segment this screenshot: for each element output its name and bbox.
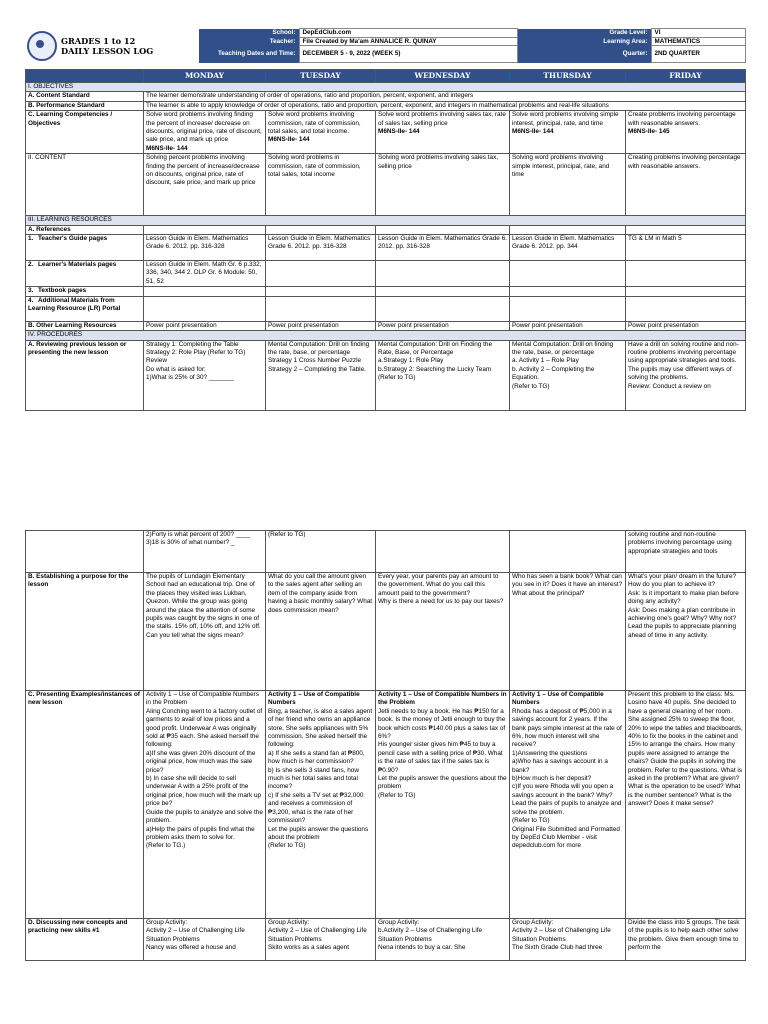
performance-standard-text: The learner is able to apply knowledge of order of operations, ratio and proportion, percent, exponent, and integers in mathematical problems and real-life situations <box>144 101 746 110</box>
additional-number: 4. <box>28 296 34 304</box>
competency-text: Solve word problems involving simple interest, principal, rate, and time <box>512 111 619 127</box>
lm-number: 2. <box>28 261 34 269</box>
presenting-label: C. Presenting Examples/instances of new lesson <box>26 691 144 919</box>
competencies-label: C. Learning Competencies / Objectives <box>26 111 144 154</box>
content-standard-label: A. Content Standard <box>26 92 144 101</box>
presenting-title: Activity 1 – Use of Compatible Numbers <box>268 691 360 707</box>
dates-value: DECEMBER 5 - 9, 2022 (WEEK 5) <box>299 46 517 63</box>
grade-label: Grade Level: <box>589 29 651 38</box>
competency-code: M6NS-IIe- 144 <box>512 128 554 136</box>
tg-cell: TG & LM in Math 5 <box>626 235 746 261</box>
competency-text: Create problems involving percentage with reasonable answers. <box>628 111 736 127</box>
dll-table-page2 <box>25 530 746 961</box>
presenting-cell <box>266 691 376 919</box>
purpose-cell: What's your plan/ dream in the future? How do you plan to achieve it? Ask: Is it important to make plan before doing any activity? Ask: Does making a plan contribute in achieving one's goal? Why? Why not? Lead the pupils to appreciate planning ahead of time in any activity. <box>626 573 746 691</box>
page-one <box>25 28 745 411</box>
quarter-value: 2ND QUARTER <box>651 46 745 63</box>
purpose-cell: What do you call the amount given to the sales agent after selling an item of the company aside from having a basic monthly salary? What does commission mean? <box>266 573 376 691</box>
presenting-text: Bing, a teacher, is also a sales agent of her friend who owns an appliance store. She sells appliances with 5% commission. She asked herself the following: a) If she sells a stand fan at ₱800, how much is her commission? b) Is she sells 3 stand fans, how much is her total sales and total income? c) If she sells a TV set at ₱32,000 and receives a commission of ₱3,200, what is the rate of her commission? Let the pupils answer the questions about the problem (Refer to TG) <box>268 707 373 850</box>
dates-label: Teaching Dates and Time: <box>199 46 299 63</box>
other-resources-cell: Power point presentation <box>266 321 376 330</box>
presenting-cell <box>376 691 510 919</box>
content-cell: Creating problems involving percentage with reasonable answers. <box>626 154 746 216</box>
review-cont-cell: (Refer to TG) <box>266 531 376 573</box>
day-thursday: THURSDAY <box>510 70 626 83</box>
presenting-title: Activity 1 – Use of Compatible Numbers <box>512 691 604 707</box>
discussing-cell: Group Activity: Activity 2 – Use of Challenging Life Situation Problems The Sixth Grade Club had three <box>510 919 626 961</box>
review-cont-cell <box>376 531 510 573</box>
other-resources-cell: Power point presentation <box>376 321 510 330</box>
tg-number: 1. <box>28 235 34 243</box>
section-resources: III. LEARNING RESOURCES <box>26 216 746 225</box>
teacher-label: Teacher: <box>199 37 299 46</box>
presenting-cell: Activity 1 – Use of Compatible Numbers in the Problem Aling Conching went to a factory outlet of garments to avail of low prices and a good profit. Underwear A was originally sold at ₱35 each. She asked herself the following: a)If she was given 20% discount of the original price, how much was the sale price? b) In case she will decide to sell underwear A with a 25% profit of the original price, how much will the mark up price be? Guide the pupils to analyze and solve the problem. a)Help the pairs of pupils find what the problem asks them to solve for. (Refer to TG.) <box>144 691 266 919</box>
dll-header <box>25 28 746 63</box>
review-cont-cell: solving routine and non-routine problems involving percentage using appropriate strategies and tools <box>626 531 746 573</box>
day-monday: MONDAY <box>144 70 266 83</box>
presenting-title: Activity 1 – Use of Compatible Numbers in the Problem <box>378 691 507 707</box>
competency-cell <box>144 111 266 154</box>
review-label: A. Reviewing previous lesson or presenting the new lesson <box>26 340 144 410</box>
review-cell: Mental Computation: Drill on Finding the Rate, Base, or Percentage a.Strategy 1: Role Play b.Strategy 2: Searching the Lucky Team (Refer to TG) <box>376 340 510 410</box>
purpose-cell: The pupils of Lundagin Elementary School had an educational trip. One of the places they visited was Lukban, Quezon. While the group was going around the place the attention of some pupils was caught by the signs in one of the stalls. 15% off, 10% off, and 12% off. Can you tell what the signs mean? <box>144 573 266 691</box>
competency-cell <box>626 111 746 154</box>
performance-standard-label: B. Performance Standard <box>26 101 144 110</box>
content-cell: Solving word problems in commission, rate of commission, total sales, total income <box>266 154 376 216</box>
content-standard-text: The learner demonstrate understanding of order of operations, ratio and proportion, percent, exponent, and integers <box>144 92 746 101</box>
competency-code: M6NS-IIe- 144 <box>146 144 188 152</box>
discussing-label: D. Discussing new concepts and practicing new skills #1 <box>26 919 144 961</box>
tg-cell: Lesson Guide in Elem. Mathematics Grade 6. 2012. pp. 316-328 <box>144 235 266 261</box>
school-label: School: <box>199 29 299 38</box>
additional-label: Additional Materials from Learning Resource (LR) Portal <box>28 296 121 313</box>
presenting-cell: Present this problem to the class: Ms. Losino have 40 pupils. She decided to have a general cleaning of her room. She assigned 25% to sweep the floor, 20% to wipe the tables and blackboards, 40% to fix the books in the cabinet and 15% to arrange the chairs. How many pupils were assigned to arrange the chairs? Guide the pupils in solving the problem. Refer to the questions. What is asked in the problem? What are given? What is the operation to be used? What is the number sentence? What is the answer? Does it make sense? <box>626 691 746 919</box>
deped-seal-logo <box>27 31 57 61</box>
competency-cell <box>266 111 376 154</box>
other-resources-cell: Power point presentation <box>626 321 746 330</box>
competency-code: M6NS-IIe- 145 <box>628 128 670 136</box>
presenting-cell <box>510 691 626 919</box>
grade-value: VI <box>651 29 745 38</box>
section-procedures: IV. PROCEDURES <box>26 331 746 340</box>
review-cont-cell: 2)Forty is what percent of 200? ____ 3)18 is 30% of what number? _ <box>144 531 266 573</box>
references-label: A. References <box>26 225 144 234</box>
textbook-number: 3. <box>28 287 34 295</box>
other-resources-label: B. Other Learning Resources <box>26 321 144 330</box>
day-tuesday: TUESDAY <box>266 70 376 83</box>
review-cell: Strategy 1: Completing the Table Strategy 2: Role Play (Refer to TG) Review Do what is asked for: 1)What is 25% of 30? _______ <box>144 340 266 410</box>
competency-code: M6NS-IIe- 144 <box>378 128 420 136</box>
content-cell: Solving word problems involving sales tax, selling price <box>376 154 510 216</box>
day-wednesday: WEDNESDAY <box>376 70 510 83</box>
discussing-cell: Group Activity: Activity 2 – Use of Challenging Life Situation Problems Skito works as a sales agent <box>266 919 376 961</box>
tg-cell: Lesson Guide in Elem. Mathematics Grade 6. 2012. pp. 316-328 <box>266 235 376 261</box>
review-cell: Mental Computation: Drill on finding the rate, base, or percentage a. Activity 1 – Role Play b. Activity 2 – Completing the Equation. (Refer to TG) <box>510 340 626 410</box>
textbook-label: Textbook pages <box>38 287 87 295</box>
section-objectives: I. OBJECTIVES <box>26 83 746 92</box>
presenting-text: Jetli needs to buy a book. He has ₱150 for a book. Is the money of Jetli enough to buy the book which costs ₱140.00 plus a sales tax of 6%? His younger sister gives him ₱45 to buy a pencil case with a selling price of ₱30. What is the rate of sales tax if the sales tax is ₱0.90? Let the pupils answer the questions about the problem (Refer to TG) <box>378 707 507 799</box>
other-resources-cell: Power point presentation <box>144 321 266 330</box>
content-cell: Solving percent problems involving finding the percent of increase/decrease on discounts, original price, rate of discount, sale price, and mark up price <box>144 154 266 216</box>
review-cont-cell <box>510 531 626 573</box>
section-content: II. CONTENT <box>26 154 144 216</box>
competency-text: Solve word problems involving finding the percent of increase/ decrease on discounts, original price, rate of discount, sale price, and mark up price <box>146 111 262 144</box>
day-friday: FRIDAY <box>626 70 746 83</box>
review-cell: Have a drill on solving routine and non-routine problems involving percentage using appropriate strategies and tools. The pupils may use different ways of solving the problems. Review: Conduct a review on <box>626 340 746 410</box>
discussing-cell: Divide the class into 5 groups. The task of the pupils is to help each other solve the problem. Give them enough time to perform the <box>626 919 746 961</box>
tg-cell: Lesson Guide in Elem. Mathematics Grade 6. 2012. pp. 316-328 <box>376 235 510 261</box>
presenting-text: Rhoda has a deposit of ₱5,000 in a savings account for 2 years. If the bank pays simple interest at the rate of 6%, how much interest will she receive? 1)Answering the questions a)Who has a savings account in a bank? b)How much is her deposit? c)If you were Rhoda will you open a savings account in the bank? Why? Lead the pairs of pupils to analyze and solve the problem. (Refer to TG) Original File Submitted and Formatted by DepEd Club Member - visit depedclub.com for more <box>512 707 622 850</box>
review-cell: Mental Computation: Drill on finding the rate, base, or percentage Strategy 1 Cross Number Puzzle Strategy 2 – Completing the Table. <box>266 340 376 410</box>
other-resources-cell: Power point presentation <box>510 321 626 330</box>
discussing-cell: Group Activity: b.Activity 2 – Use of Challenging Life Situation Problems Nena intends to buy a car. She <box>376 919 510 961</box>
lm-cell: Lesson Guide in Elem. Math Gr. 6 p.332, 336, 340, 344 2. DLP Gr. 6 Module: 50, 51, 52 <box>144 261 266 287</box>
competency-text: Solve word problems involving commission, rate of commission, total sales, and total income. <box>268 111 361 136</box>
competency-code: M6NS-IIe- 144 <box>268 136 310 144</box>
tg-cell: Lesson Guide in Elem. Mathematics Grade 6. 2012. pp. 344 <box>510 235 626 261</box>
purpose-cell: Every year, your parents pay an amount to the government. What do you call this amount paid to the government? Why is there a need for us to pay our taxes? <box>376 573 510 691</box>
competency-cell <box>510 111 626 154</box>
dll-table-page1 <box>25 69 746 411</box>
area-label: Learning Area: <box>589 37 651 46</box>
school-value: DepEdClub.com <box>299 29 517 38</box>
competency-text: Solve word problems involving sales tax, rate of sales tax, selling price <box>378 111 506 127</box>
content-cell: Solving word problems involving simple interest, principal, rate, and time <box>510 154 626 216</box>
page-two <box>25 530 745 961</box>
lm-label: Learner's Materials pages <box>38 261 117 269</box>
day-header-row <box>26 70 746 83</box>
quarter-label: Quarter: <box>589 46 651 63</box>
title-line1: GRADES 1 to 12 <box>61 35 136 46</box>
teacher-value: File Created by Ma'am ANNALICE R. QUINAY <box>299 37 517 46</box>
purpose-label: B. Establishing a purpose for the lesson <box>26 573 144 691</box>
purpose-cell: Who has seen a bank book? What can you see in it? Does it have an interest? What about the principal? <box>510 573 626 691</box>
competency-cell <box>376 111 510 154</box>
area-value: MATHEMATICS <box>651 37 745 46</box>
tg-label: Teacher's Guide pages <box>38 235 108 243</box>
title-line2: DAILY LESSON LOG <box>61 45 154 56</box>
discussing-cell: Group Activity: Activity 2 – Use of Challenging Life Situation Problems Nancy was offered a house and <box>144 919 266 961</box>
